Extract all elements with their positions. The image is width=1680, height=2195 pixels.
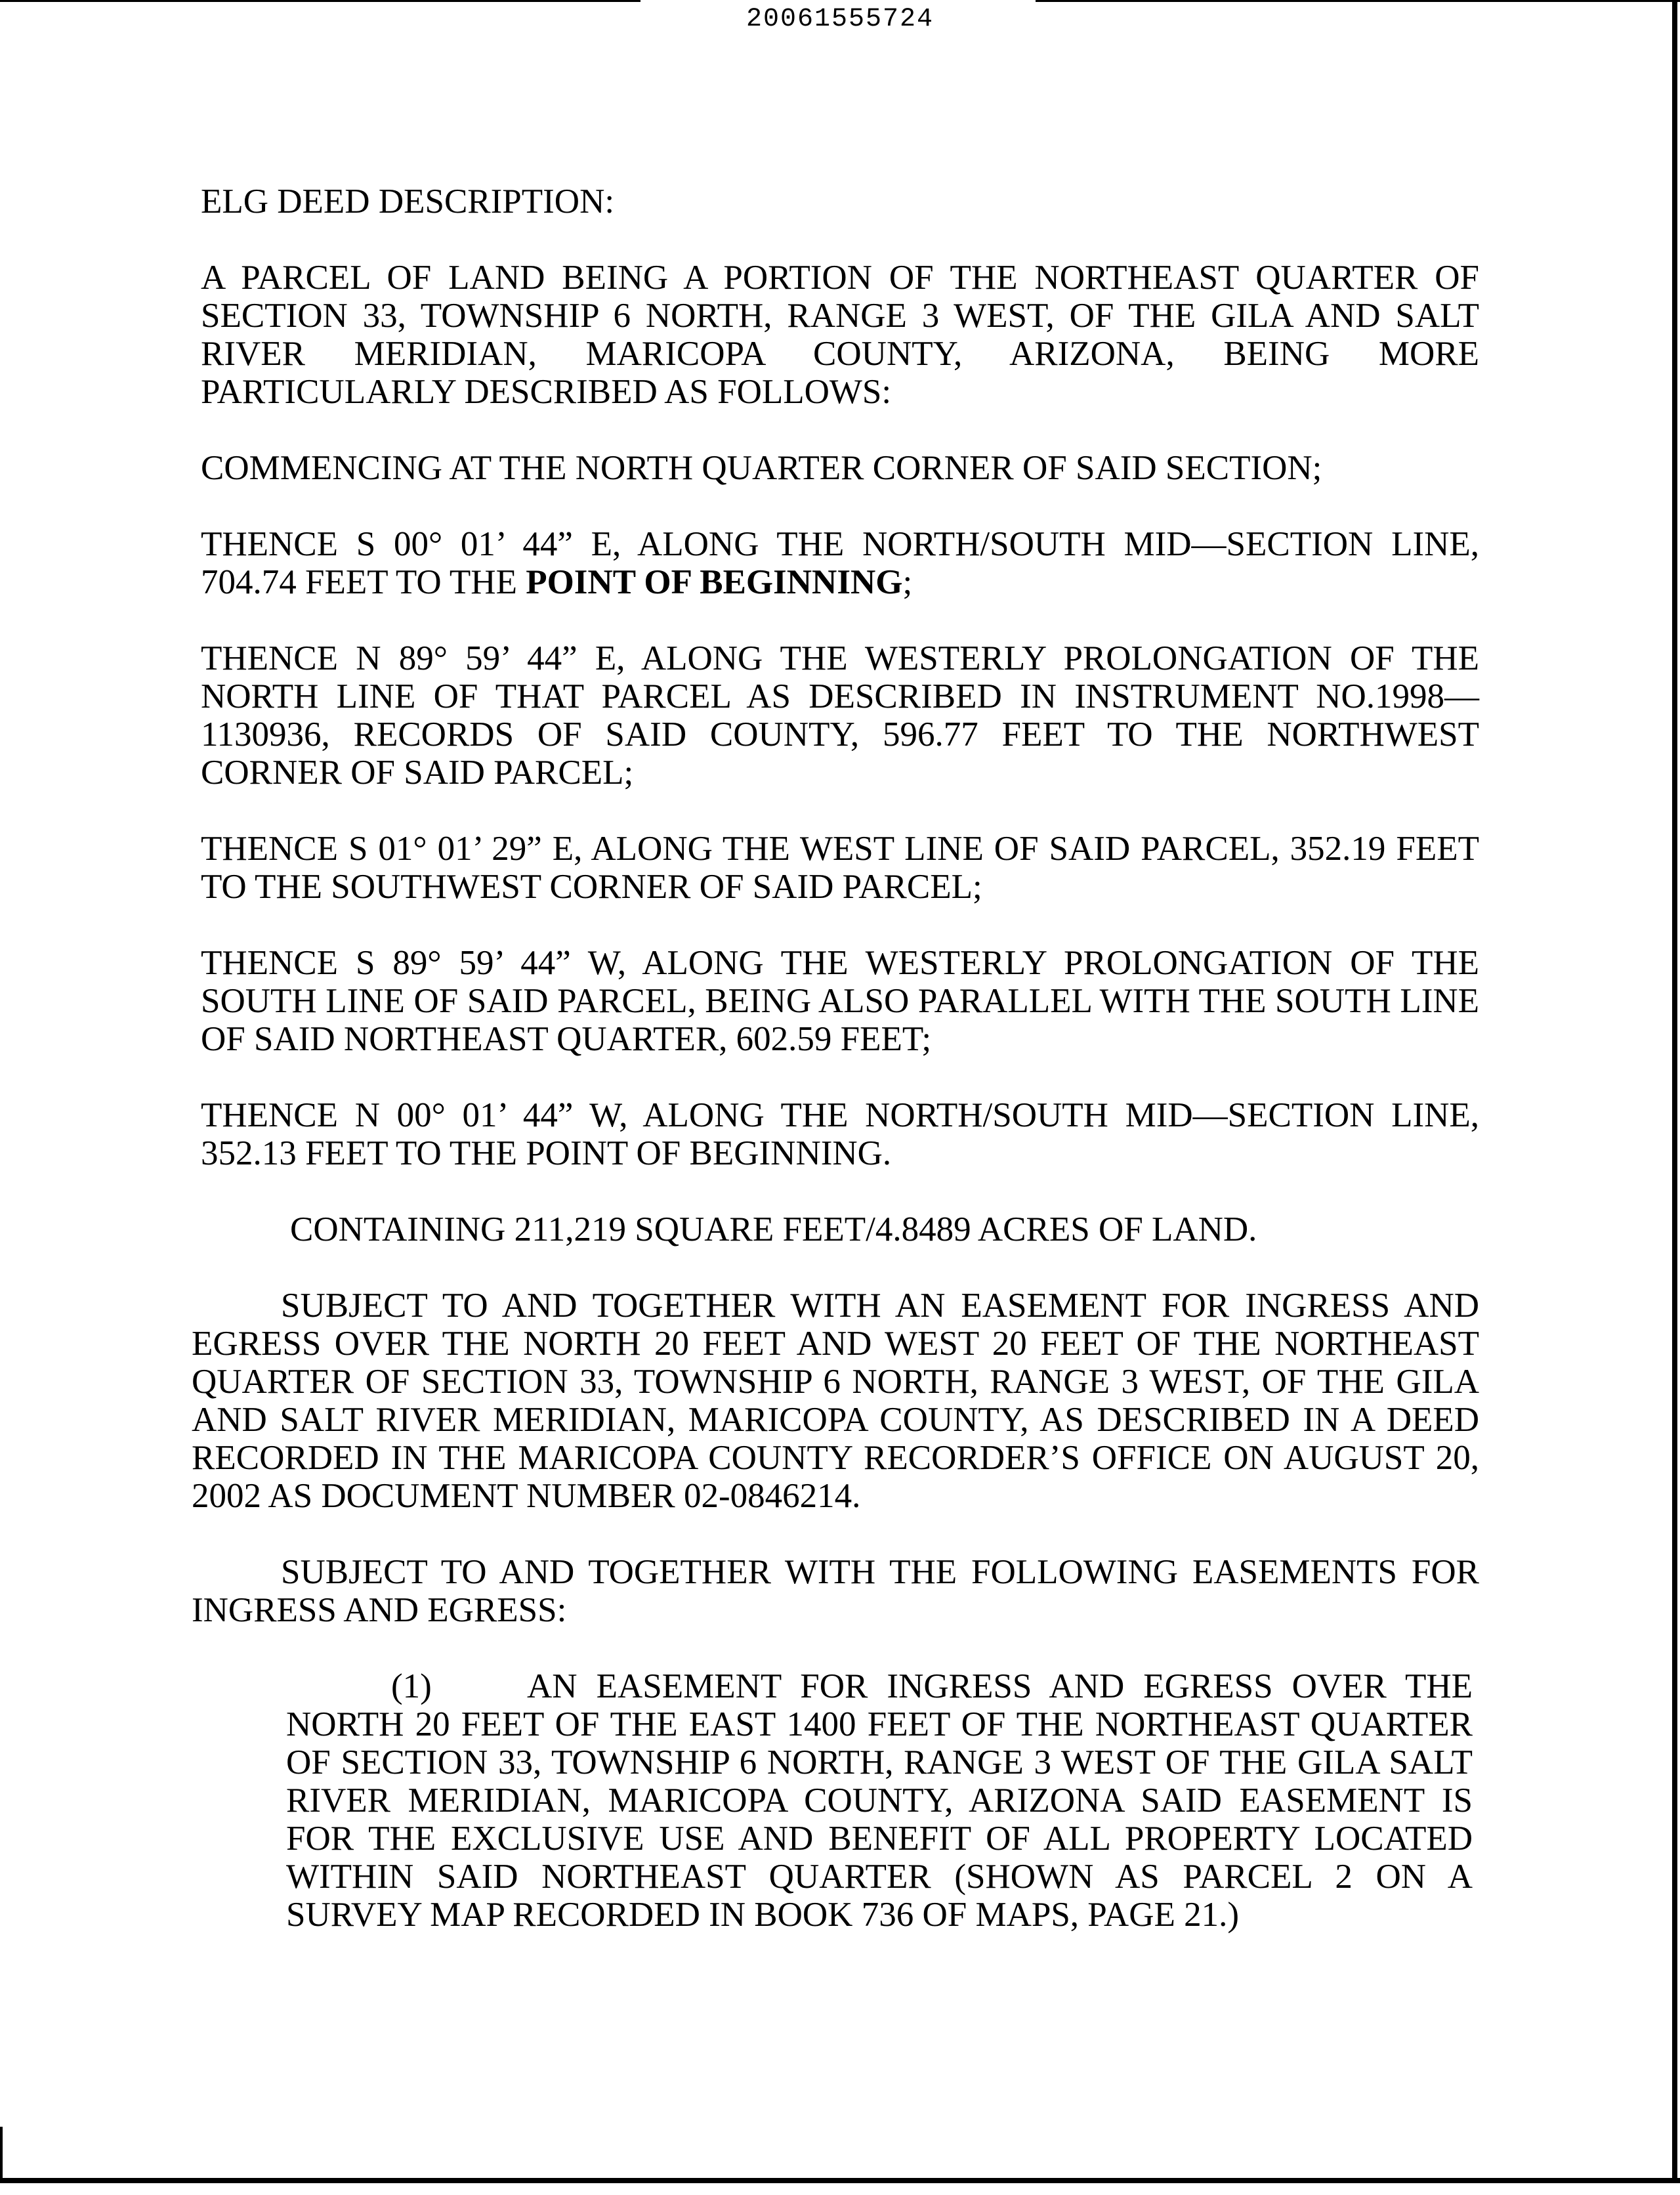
deed-description: [192, 182, 1479, 1934]
easement-item-1-text: AN EASEMENT FOR INGRESS AND EGRESS OVER THE NORTH 20 FEET OF THE EAST 1400 FEET OF THE NORTHEAST QUARTER OF SECTION 33, TOWNSHIP 6 NORTH, RANGE 3 WEST OF THE GILA SALT RIVER MERIDIAN, MARICOPA COUNTY, ARIZONA SAID EASEMENT IS FOR THE EXCLUSIVE USE AND BENEFIT OF ALL PROPERTY LOCATED WITHIN SAID NORTHEAST QUARTER (SHOWN AS PARCEL 2 ON A SURVEY MAP RECORDED IN BOOK 736 OF MAPS, PAGE 21.): [286, 1667, 1473, 1934]
easement-item-1-number: (1): [391, 1667, 432, 1705]
scan-frame-bottom: [0, 2178, 1680, 2183]
subject-easement-paragraph: SUBJECT TO AND TOGETHER WITH AN EASEMENT FOR INGRESS AND EGRESS OVER THE NORTH 20 FEET AND WEST 20 FEET OF THE NORTHEAST QUARTER OF SECTION 33, TOWNSHIP 6 NORTH, RANGE 3 WEST, OF THE GILA AND SALT RIVER MERIDIAN, MARICOPA COUNTY, AS DESCRIBED IN A DEED RECORDED IN THE MARICOPA COUNTY RECORDER’S OFFICE ON AUGUST 20, 2002 AS DOCUMENT NUMBER 02-0846214.: [192, 1287, 1479, 1515]
point-of-beginning-bold: POINT OF BEGINNING: [526, 563, 903, 601]
commencing-paragraph: COMMENCING AT THE NORTH QUARTER CORNER OF SAID SECTION;: [201, 449, 1322, 487]
call-2-paragraph: THENCE N 89° 59’ 44” E, ALONG THE WESTERLY PROLONGATION OF THE NORTH LINE OF THAT PARCEL AS DESCRIBED IN INSTRUMENT NO.1998—1130936, RECORDS OF SAID COUNTY, 596.77 FEET TO THE NORTHWEST CORNER OF SAID PARCEL;: [201, 639, 1479, 792]
call-1-paragraph: [201, 525, 1479, 601]
call-3-paragraph: THENCE S 01° 01’ 29” E, ALONG THE WEST LINE OF SAID PARCEL, 352.19 FEET TO THE SOUTHWEST CORNER OF SAID PARCEL;: [201, 830, 1479, 906]
deed-title: ELG DEED DESCRIPTION:: [201, 182, 615, 221]
scan-top-rule-left: [0, 0, 640, 2]
document-number: 20061555724: [746, 5, 934, 34]
subject-easements-intro: SUBJECT TO AND TOGETHER WITH THE FOLLOWING EASEMENTS FOR INGRESS AND EGRESS:: [192, 1553, 1479, 1629]
containing-paragraph: CONTAINING 211,219 SQUARE FEET/4.8489 ACRES OF LAND.: [290, 1210, 1257, 1248]
scan-frame-left: [0, 2127, 3, 2183]
call-1-terminator: ;: [902, 563, 913, 601]
scan-top-rule-right: [1036, 0, 1680, 2]
scan-frame-right: [1672, 0, 1677, 2183]
easement-item-1: [286, 1667, 1473, 1934]
call-5-paragraph: THENCE N 00° 01’ 44” W, ALONG THE NORTH/SOUTH MID—SECTION LINE, 352.13 FEET TO THE POINT OF BEGINNING.: [201, 1096, 1479, 1172]
call-4-paragraph: THENCE S 89° 59’ 44” W, ALONG THE WESTERLY PROLONGATION OF THE SOUTH LINE OF SAID PARCEL, BEING ALSO PARALLEL WITH THE SOUTH LINE OF SAID NORTHEAST QUARTER, 602.59 FEET;: [201, 944, 1479, 1058]
call-1-text: THENCE S 00° 01’ 44” E, ALONG THE NORTH/SOUTH MID—SECTION LINE, 704.74 FEET TO THE: [201, 525, 1479, 601]
intro-paragraph: A PARCEL OF LAND BEING A PORTION OF THE NORTHEAST QUARTER OF SECTION 33, TOWNSHIP 6 NORTH, RANGE 3 WEST, OF THE GILA AND SALT RIVER MERIDIAN, MARICOPA COUNTY, ARIZONA, BEING MORE PARTICULARLY DESCRIBED AS FOLLOWS:: [201, 259, 1479, 411]
